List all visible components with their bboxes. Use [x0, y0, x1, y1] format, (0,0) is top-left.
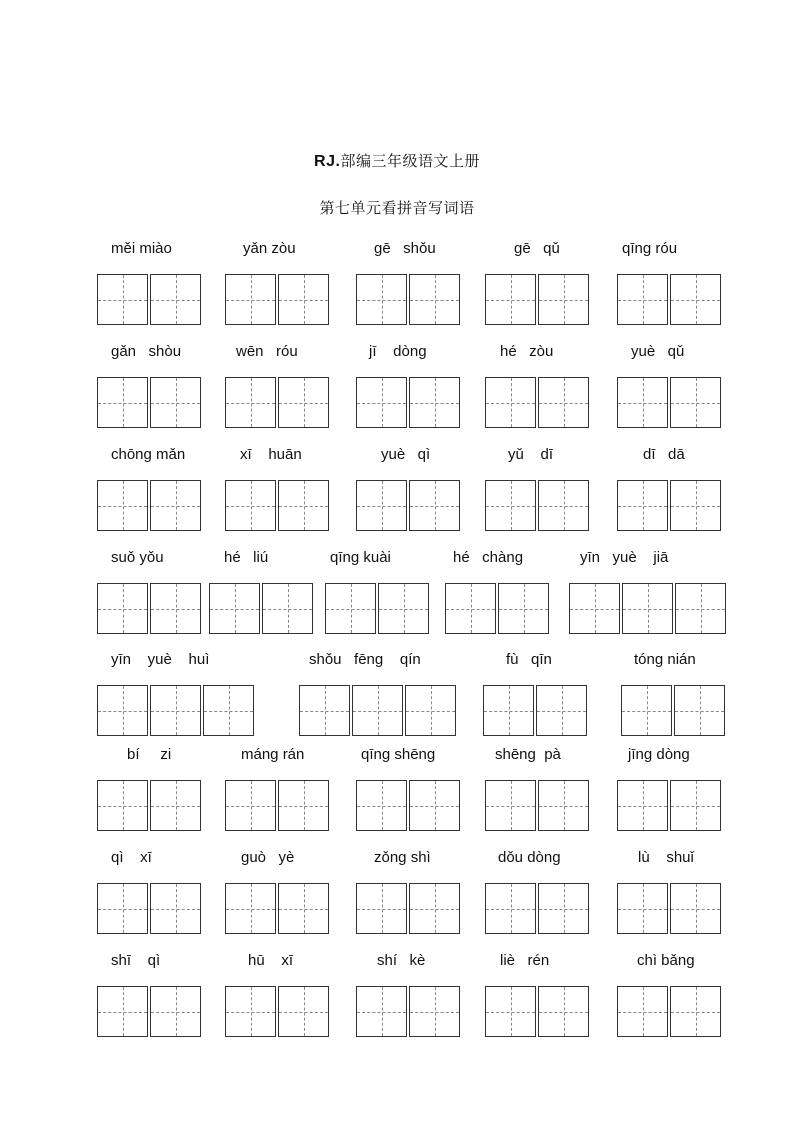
writing-cell[interactable] — [617, 377, 668, 428]
writing-cell[interactable] — [445, 583, 496, 634]
writing-cell[interactable] — [209, 583, 260, 634]
writing-grid — [97, 780, 201, 831]
writing-cell[interactable] — [278, 480, 329, 531]
writing-cell[interactable] — [150, 685, 201, 736]
title-prefix: RJ. — [314, 153, 341, 170]
writing-cell[interactable] — [485, 274, 536, 325]
writing-cell[interactable] — [97, 883, 148, 934]
pinyin-label: yǎn zòu — [243, 240, 296, 257]
writing-grid — [225, 377, 329, 428]
pinyin-label: qīng shēng — [361, 746, 436, 763]
writing-grid — [325, 583, 429, 634]
writing-cell[interactable] — [356, 274, 407, 325]
pinyin-label: máng rán — [241, 746, 305, 763]
writing-cell[interactable] — [405, 685, 456, 736]
pinyin-label: hé liú — [224, 549, 269, 566]
writing-grid — [485, 780, 589, 831]
writing-cell[interactable] — [325, 583, 376, 634]
writing-cell[interactable] — [485, 480, 536, 531]
pinyin-label: měi miào — [111, 240, 172, 257]
writing-cell[interactable] — [670, 986, 721, 1037]
writing-grid — [485, 377, 589, 428]
pinyin-label: hé zòu — [500, 343, 554, 360]
writing-grid — [617, 986, 721, 1037]
writing-cell[interactable] — [150, 583, 201, 634]
writing-cell[interactable] — [409, 480, 460, 531]
writing-grid — [299, 685, 456, 736]
writing-cell[interactable] — [617, 986, 668, 1037]
writing-cell[interactable] — [278, 780, 329, 831]
writing-grid — [209, 583, 313, 634]
writing-grid — [485, 883, 589, 934]
writing-cell[interactable] — [150, 480, 201, 531]
writing-grid — [485, 480, 589, 531]
writing-cell[interactable] — [97, 583, 148, 634]
writing-cell[interactable] — [409, 986, 460, 1037]
writing-cell[interactable] — [278, 986, 329, 1037]
pinyin-label: gē qǔ — [514, 240, 560, 257]
pinyin-label: yuè qì — [381, 446, 431, 463]
pinyin-label: shí kè — [377, 952, 426, 969]
writing-cell[interactable] — [150, 883, 201, 934]
writing-cell[interactable] — [536, 685, 587, 736]
writing-cell[interactable] — [498, 583, 549, 634]
pinyin-label: xī huān — [240, 446, 302, 463]
pinyin-label: qīng kuài — [330, 549, 391, 566]
pinyin-label: guò yè — [241, 849, 295, 866]
writing-grid — [225, 986, 329, 1037]
page-title — [0, 150, 794, 171]
pinyin-label: yǔ dī — [508, 446, 554, 463]
writing-cell[interactable] — [203, 685, 254, 736]
writing-cell[interactable] — [278, 274, 329, 325]
writing-grid — [97, 377, 201, 428]
writing-grid — [569, 583, 726, 634]
writing-cell[interactable] — [97, 377, 148, 428]
pinyin-label: shēng pà — [495, 746, 561, 763]
writing-grid — [97, 583, 201, 634]
writing-cell[interactable] — [485, 883, 536, 934]
writing-cell[interactable] — [670, 377, 721, 428]
writing-cell[interactable] — [409, 883, 460, 934]
pinyin-label: yīn yuè huì — [111, 651, 210, 668]
writing-cell[interactable] — [356, 480, 407, 531]
writing-cell[interactable] — [97, 780, 148, 831]
writing-cell[interactable] — [674, 685, 725, 736]
pinyin-label: jīng dòng — [628, 746, 690, 763]
writing-grid — [225, 883, 329, 934]
writing-cell[interactable] — [409, 780, 460, 831]
writing-grid — [617, 377, 721, 428]
writing-grid — [483, 685, 587, 736]
pinyin-label: suǒ yǒu — [111, 549, 164, 566]
pinyin-label: gē shǒu — [374, 240, 436, 257]
writing-cell[interactable] — [150, 377, 201, 428]
writing-grid — [356, 274, 460, 325]
writing-cell[interactable] — [356, 986, 407, 1037]
pinyin-label: chì bǎng — [637, 952, 695, 969]
pinyin-label: jī dòng — [369, 343, 427, 360]
writing-grid — [356, 883, 460, 934]
writing-cell[interactable] — [670, 883, 721, 934]
writing-cell[interactable] — [617, 883, 668, 934]
writing-cell[interactable] — [617, 780, 668, 831]
pinyin-label: dī dā — [643, 446, 685, 463]
pinyin-label: zǒng shì — [374, 849, 431, 866]
writing-cell[interactable] — [378, 583, 429, 634]
writing-cell[interactable] — [278, 377, 329, 428]
writing-grid — [617, 883, 721, 934]
writing-cell[interactable] — [617, 274, 668, 325]
writing-cell[interactable] — [538, 780, 589, 831]
writing-grid — [445, 583, 549, 634]
pinyin-label: liè rén — [500, 952, 550, 969]
writing-cell[interactable] — [299, 685, 350, 736]
writing-cell[interactable] — [97, 480, 148, 531]
writing-grid — [225, 274, 329, 325]
writing-cell[interactable] — [356, 883, 407, 934]
pinyin-label: dǒu dòng — [498, 849, 561, 866]
writing-cell[interactable] — [225, 780, 276, 831]
pinyin-label: hé chàng — [453, 549, 524, 566]
writing-grid — [97, 986, 201, 1037]
writing-cell[interactable] — [483, 685, 534, 736]
pinyin-label: lù shuǐ — [638, 849, 694, 866]
writing-cell[interactable] — [150, 780, 201, 831]
writing-cell[interactable] — [485, 377, 536, 428]
pinyin-label: qì xī — [111, 849, 152, 866]
pinyin-label: fù qīn — [506, 651, 552, 668]
pinyin-label: shī qì — [111, 952, 161, 969]
pinyin-label: qīng róu — [622, 240, 678, 257]
writing-cell[interactable] — [225, 883, 276, 934]
writing-grid — [621, 685, 725, 736]
writing-cell[interactable] — [225, 274, 276, 325]
writing-cell[interactable] — [352, 685, 403, 736]
writing-cell[interactable] — [225, 377, 276, 428]
writing-grid — [225, 480, 329, 531]
writing-grid — [356, 986, 460, 1037]
writing-cell[interactable] — [262, 583, 313, 634]
writing-cell[interactable] — [409, 274, 460, 325]
pinyin-label: chōng mǎn — [111, 446, 186, 463]
writing-cell[interactable] — [538, 883, 589, 934]
writing-grid — [356, 780, 460, 831]
writing-cell[interactable] — [538, 377, 589, 428]
writing-cell[interactable] — [150, 274, 201, 325]
pinyin-label: yuè qǔ — [631, 343, 685, 360]
writing-cell[interactable] — [485, 780, 536, 831]
writing-cell[interactable] — [538, 986, 589, 1037]
writing-cell[interactable] — [538, 274, 589, 325]
writing-cell[interactable] — [621, 685, 672, 736]
writing-cell[interactable] — [97, 986, 148, 1037]
writing-cell[interactable] — [150, 986, 201, 1037]
pinyin-label: tóng nián — [634, 651, 696, 668]
writing-cell[interactable] — [409, 377, 460, 428]
writing-grid — [97, 883, 201, 934]
page-subtitle: 第七单元看拼音写词语 — [319, 199, 475, 217]
writing-grid — [97, 480, 201, 531]
writing-cell[interactable] — [538, 480, 589, 531]
pinyin-label: yīn yuè jiā — [580, 549, 669, 566]
writing-grid — [97, 685, 254, 736]
writing-grid — [356, 480, 460, 531]
writing-cell[interactable] — [225, 986, 276, 1037]
title-text: 部编三年级语文上册 — [340, 152, 480, 170]
writing-grid — [97, 274, 201, 325]
writing-cell[interactable] — [675, 583, 726, 634]
writing-cell[interactable] — [97, 274, 148, 325]
writing-grid — [617, 274, 721, 325]
writing-cell[interactable] — [670, 780, 721, 831]
writing-cell[interactable] — [670, 480, 721, 531]
writing-cell[interactable] — [97, 685, 148, 736]
writing-cell[interactable] — [622, 583, 673, 634]
writing-grid — [485, 986, 589, 1037]
pinyin-label: wēn róu — [236, 343, 298, 360]
pinyin-label: gǎn shòu — [111, 343, 182, 360]
writing-grid — [356, 377, 460, 428]
pinyin-label: shǒu fēng qín — [309, 651, 421, 668]
writing-cell[interactable] — [356, 780, 407, 831]
writing-cell[interactable] — [225, 480, 276, 531]
writing-cell[interactable] — [485, 986, 536, 1037]
writing-cell[interactable] — [278, 883, 329, 934]
writing-cell[interactable] — [569, 583, 620, 634]
writing-cell[interactable] — [356, 377, 407, 428]
writing-grid — [485, 274, 589, 325]
writing-grid — [617, 780, 721, 831]
writing-cell[interactable] — [617, 480, 668, 531]
pinyin-label: bí zi — [127, 746, 172, 763]
writing-cell[interactable] — [670, 274, 721, 325]
pinyin-label: hū xī — [248, 952, 294, 969]
writing-grid — [617, 480, 721, 531]
writing-grid — [225, 780, 329, 831]
